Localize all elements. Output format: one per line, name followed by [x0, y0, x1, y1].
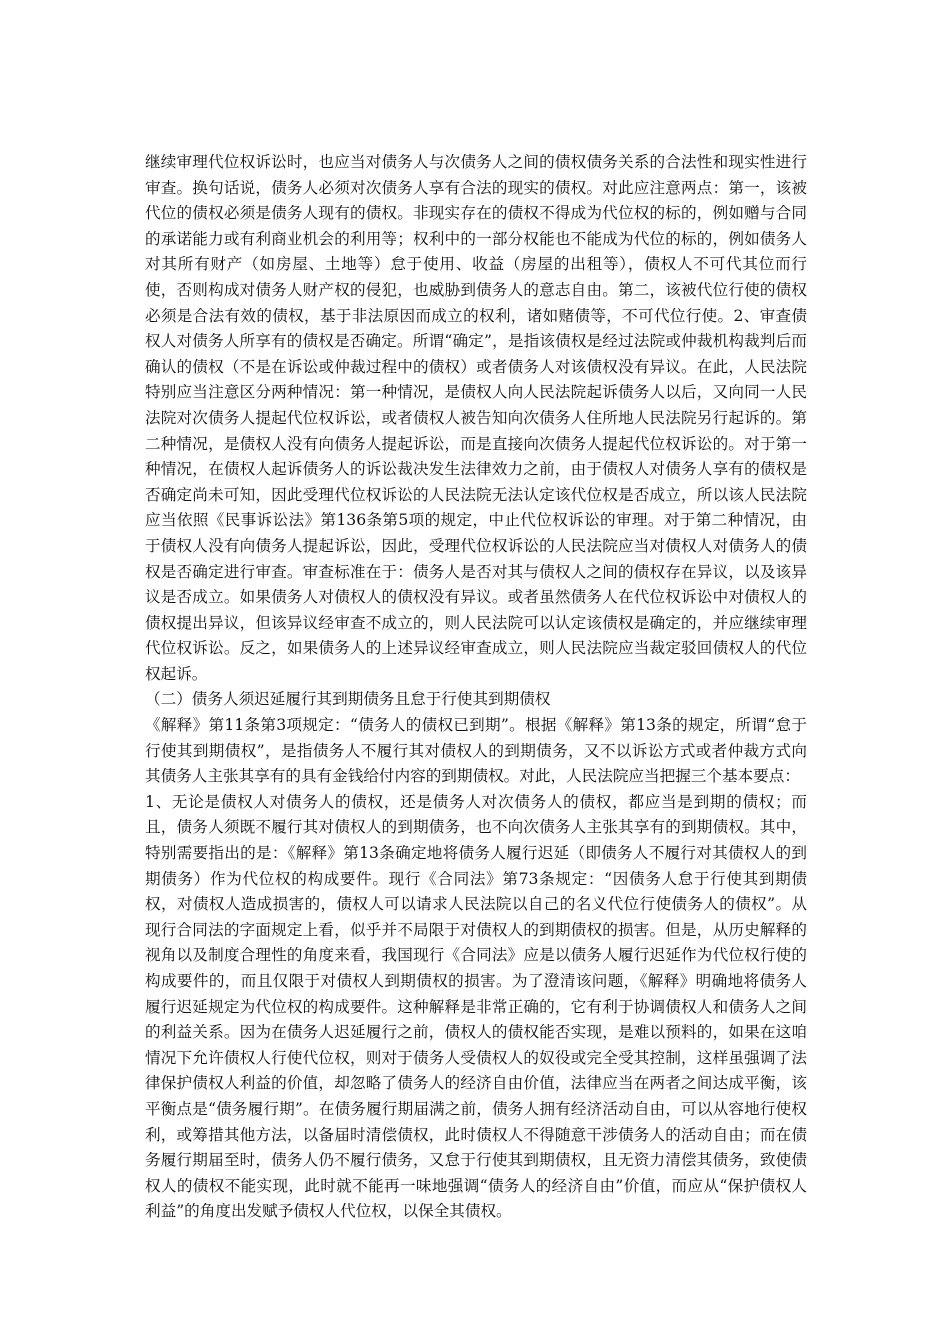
paragraph-interpretation-article-11: 《解释》第11条第3项规定：“债务人的债权已到期”。根据《解释》第13条的规定，所谓“怠于行使其到期债权”，是指债务人不履行其对债权人的到期债务，又不以诉讼方式或者仲裁方式向其债务人主张其享有的具有金钱给付内容的到期债权。对此，人民法院应当把握三个基本要点： — [145, 716, 807, 786]
document-body — [145, 150, 807, 1225]
paragraph-review-creditor-rights: 继续审理代位权诉讼时，也应当对债务人与次债务人之间的债权债务关系的合法性和现实性进行审查。换句话说，债务人必须对次债务人享有合法的现实的债权。对此应注意两点：第一，该被代位的债权必须是债务人现有的债权。非现实存在的债权不得成为代位权的标的，例如赠与合同的承诺能力或有利商业机会的利用等；权利中的一部分权能也不能成为代位的标的，例如债务人对其所有财产（如房屋、土地等）怠于使用、收益（房屋的出租等），债权人不可代其位而行使，否则构成对债务人财产权的侵犯，也威胁到债务人的意志自由。第二，该被代位行使的债权必须是合法有效的债权，基于非法原因而成立的权利，诸如赌债等，不可代位行使。2、审查债权人对债务人所享有的债权是否确定。所谓“确定”，是指该债权是经过法院或仲裁机构裁判后而确认的债权（不是在诉讼或仲裁过程中的债权）或者债务人对该债权没有异议。在此，人民法院特别应当注意区分两种情况：第一种情况，是债权人向人民法院起诉债务人以后，又向同一人民法院对次债务人提起代位权诉讼，或者债权人被告知向次债务人住所地人民法院另行起诉的。第二种情况，是债权人没有向债务人提起诉讼，而是直接向次债务人提起代位权诉讼的。对于第一种情况，在债权人起诉债务人的诉讼裁决发生法律效力之前，由于债权人对债务人享有的债权是否确定尚未可知，因此受理代位权诉讼的人民法院无法认定该代位权是否成立，所以该人民法院应当依照《民事诉讼法》第136条第5项的规定，中止代位权诉讼的审理。对于第二种情况，由于债权人没有向债务人提起诉讼，因此，受理代位权诉讼的人民法院应当对债权人对债务人的债权是否确定进行审查。审查标准在于：债务人是否对其与债权人之间的债权存在异议，以及该异议是否成立。如果债务人对债权人的债权没有异议。或者虽然债务人在代位权诉讼中对债权人的债权提出异议，但该异议经审查不成立的，则人民法院可以认定该债权是确定的，并应继续审理代位权诉讼。反之，如果债务人的上述异议经审查成立，则人民法院应当裁定驳回债权人的代位权起诉。 — [145, 153, 807, 683]
paragraph-point-one: 1、无论是债权人对债务人的债权，还是债务人对次债务人的债权，都应当是到期的债权；而且，债务人须既不履行其对债权人的到期债务，也不向次债务人主张其享有的到期债权。其中，特别需要指出的是：《解释》第13条确定地将债务人履行迟延（即债务人不履行对其债权人的到期债务）作为代位权的构成要件。现行《合同法》第73条规定：“因债务人怠于行使其到期债权，对债权人造成损害的，债权人可以请求人民法院以自己的名义代位行使债务人的债权”。从现行合同法的字面规定上看，似乎并不局限于对债权人的到期债权的损害。但是，从历史解释的视角以及制度合理性的角度来看，我国现行《合同法》应是以债务人履行迟延作为代位权行使的构成要件的，而且仅限于对债权人到期债权的损害。为了澄清该问题，《解释》明确地将债务人履行迟延规定为代位权的构成要件。这种解释是非常正确的，它有利于协调债权人和债务人之间的利益关系。因为在债务人迟延履行之前，债权人的债权能否实现，是难以预料的，如果在这咱情况下允许债权人行使代位权，则对于债务人受债权人的奴役或完全受其控制，这样虽强调了法律保护债权人利益的价值，却忽略了债务人的经济自由价值，法律应当在两者之间达成平衡，该平衡点是“债务履行期”。在债务履行期届满之前，债务人拥有经济活动自由，可以从容地行使权利，或筹措其他方法，以备届时清偿债权，此时债权人不得随意干涉债务人的活动自由；而在债务履行期届至时，债务人仍不履行债务，又怠于行使其到期债权，且无资力清偿其债务，致使债权人的债权不能实现，此时就不能再一味地强调“债务人的经济自由”价值，而应从“保护债权人利益”的角度出发赋予债权人代位权，以保全其债权。 — [145, 792, 807, 1221]
section-heading-debtor-delay: （二）债务人须迟延履行其到期债务且怠于行使其到期债权 — [145, 690, 551, 709]
